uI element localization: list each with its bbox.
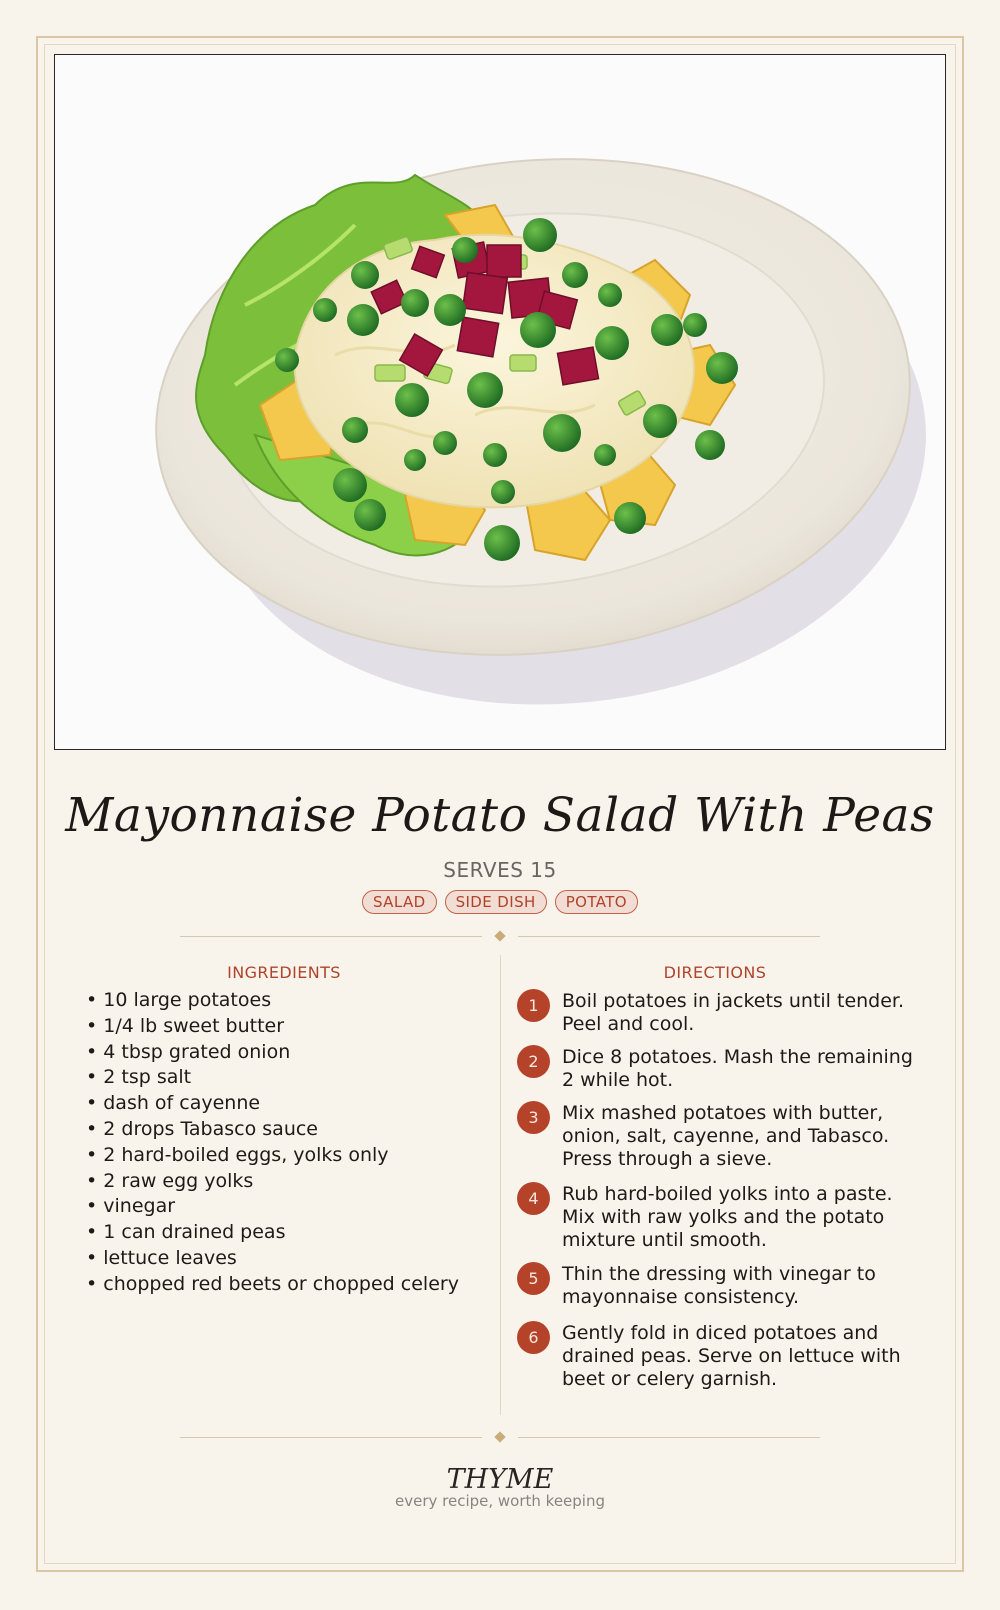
recipe-photo [54, 54, 946, 750]
tag-potato[interactable]: POTATO [555, 890, 638, 914]
step-text: Gently fold in diced potatoes and drained peas. Serve on lettuce with beet or celery garnish. [562, 1322, 901, 1390]
directions-heading: DIRECTIONS [663, 963, 767, 982]
ingredient-item: • dash of cayenne [86, 1091, 486, 1117]
step-text: Rub hard-boiled yolks into a paste. Mix with raw yolks and the potato mixture until smooth. [562, 1183, 893, 1251]
ingredient-item: • 2 tsp salt [86, 1065, 486, 1091]
ingredient-item: • 2 hard-boiled eggs, yolks only [86, 1143, 486, 1169]
divider-right-bottom [518, 1437, 820, 1438]
ingredient-item: • 4 tbsp grated onion [86, 1040, 486, 1066]
servings-label: SERVES 15 [443, 858, 557, 882]
ingredient-item: • lettuce leaves [86, 1246, 486, 1272]
tag-list [0, 890, 1000, 914]
step-text: Thin the dressing with vinegar to mayonnaise consistency. [562, 1263, 876, 1308]
divider-left-bottom [180, 1437, 482, 1438]
ingredient-item: • 2 raw egg yolks [86, 1169, 486, 1195]
step-number-badge: 1 [517, 989, 550, 1022]
step-text: Dice 8 potatoes. Mash the remaining 2 while hot. [562, 1046, 913, 1091]
step-number-badge: 6 [517, 1321, 550, 1354]
tag-side-dish[interactable]: SIDE DISH [445, 890, 547, 914]
ingredient-item: • 2 drops Tabasco sauce [86, 1117, 486, 1143]
step-number-badge: 5 [517, 1262, 550, 1295]
step-number-badge: 4 [517, 1182, 550, 1215]
recipe-title: Mayonnaise Potato Salad With Peas [65, 788, 935, 843]
ingredient-item: • chopped red beets or chopped celery [86, 1272, 486, 1298]
divider-right-top [518, 936, 820, 937]
ingredients-list [86, 988, 486, 1298]
step-text: Boil potatoes in jackets until tender. Peel and cool. [562, 990, 905, 1035]
column-divider [500, 955, 501, 1415]
ingredient-item: • 1 can drained peas [86, 1220, 486, 1246]
potato-salad-illustration [55, 55, 946, 750]
ingredient-item: • 1/4 lb sweet butter [86, 1014, 486, 1040]
step-number-badge: 2 [517, 1045, 550, 1078]
ingredient-item: • 10 large potatoes [86, 988, 486, 1014]
divider-left-top [180, 936, 482, 937]
brand-tagline: every recipe, worth keeping [394, 1492, 605, 1510]
step-number-badge: 3 [517, 1101, 550, 1134]
ingredient-item: • vinegar [86, 1194, 486, 1220]
ingredients-heading: INGREDIENTS [227, 963, 341, 982]
tag-salad[interactable]: SALAD [362, 890, 437, 914]
brand-logo: THYME [446, 1464, 554, 1495]
step-text: Mix mashed potatoes with butter, onion, salt, cayenne, and Tabasco. Press through a sieve. [562, 1102, 890, 1170]
